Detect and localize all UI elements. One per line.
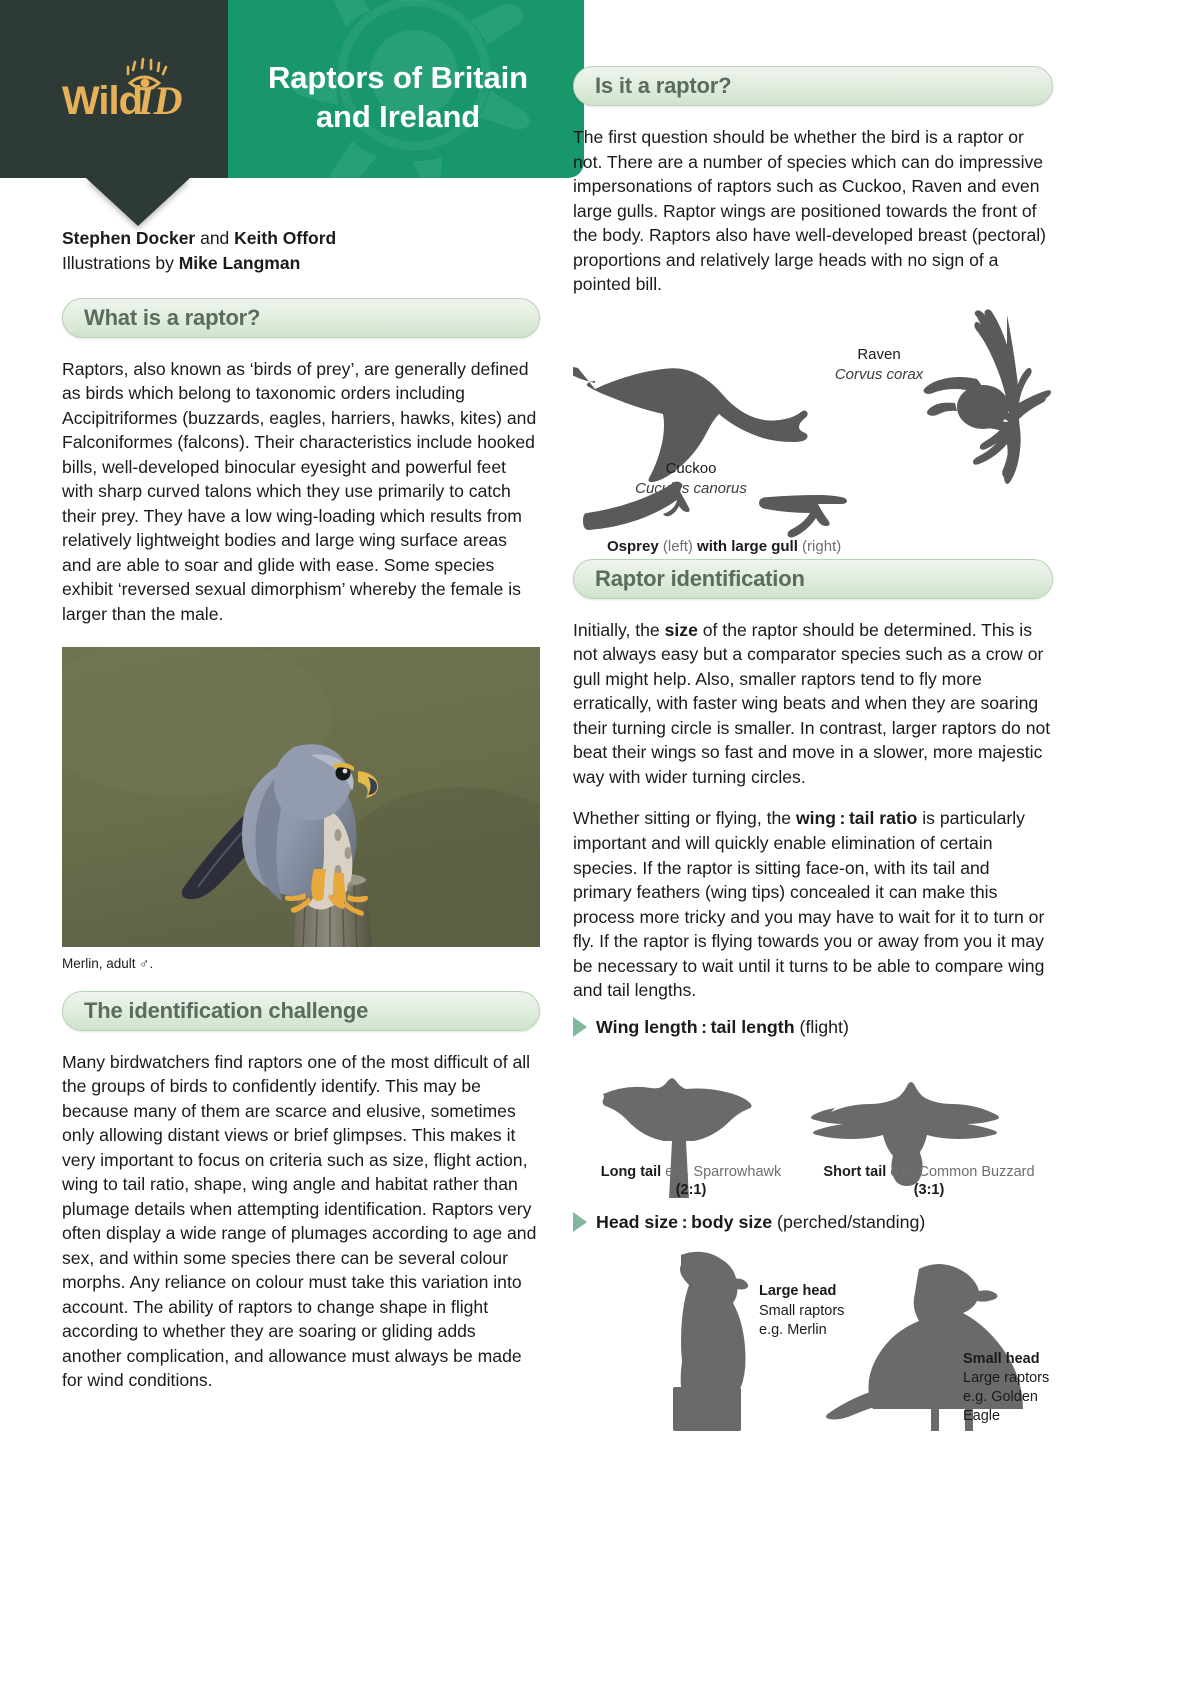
section-heading-identification-challenge: [62, 991, 540, 1031]
paragraph-is-it-a-raptor: The first question should be whether the bird is a raptor or not. There are a number of species which can do impressive impersonations of raptors such as Cuckoo, Raven and even large gulls. Raptor wings are positioned towards the front of the body. Raptors also have well-developed breast (pectoral) proportions and relatively large heads with no sign of a pointed bill.: [573, 127, 1047, 295]
figure-head-body-sizes: [573, 1239, 1053, 1431]
subsection-wing-tail-length: [573, 1017, 1053, 1038]
paragraph-wing-tail-ratio: [573, 806, 1053, 1002]
byline-illustrator: [62, 251, 540, 276]
svg-text:e.g. Golden: e.g. Golden: [963, 1388, 1038, 1405]
svg-text:Short tail e.g. Common Buzzard: Short tail e.g. Common Buzzard: [823, 1163, 1035, 1180]
head-body-silhouettes: [573, 1239, 1053, 1431]
subsection-title-1: [596, 1017, 849, 1038]
illustrator-name: Mike Langman: [178, 252, 301, 273]
subsection-title-2: [596, 1212, 925, 1233]
svg-text:Eagle: Eagle: [963, 1407, 1001, 1424]
svg-text:(2:1): (2:1): [675, 1181, 707, 1198]
subsection-head-body-size: [573, 1212, 1053, 1233]
page-title: [228, 58, 568, 137]
section-heading-raptor-identification: [573, 559, 1053, 599]
svg-text:Large raptors: Large raptors: [963, 1369, 1050, 1386]
svg-text:(3:1): (3:1): [913, 1181, 945, 1198]
section-heading-label-4: Raptor identification: [595, 565, 805, 591]
wildid-logo: [50, 56, 206, 126]
triangle-right-icon: [573, 1017, 587, 1037]
ratio-text-b: is particularly important and will quickly enable elimination of certain species. If the raptor is sitting face-on, with its tail and primary feathers (wing tips) concealed it can make this process more tricky and you may have to wait for it to turn or fly. If the raptor is flying towards you or away from you it may be necessary to wait until it turns to be able to compare wing and tail lengths.: [573, 808, 1045, 1001]
right-column: [573, 66, 1053, 1431]
author-primary: Stephen Docker: [62, 228, 196, 248]
section-heading-label-3: Is it a raptor?: [595, 73, 732, 98]
section-heading-label-2: The identification challenge: [84, 997, 369, 1023]
subsection-title-2-rest: (perched/standing): [772, 1211, 926, 1232]
section-heading-is-it-a-raptor: [573, 66, 1053, 106]
ratio-keyword: wing : tail ratio: [795, 808, 918, 829]
page-header: [0, 0, 584, 178]
impersonator-silhouettes: [573, 301, 1053, 559]
subsection-title-1-rest: (flight): [794, 1016, 849, 1037]
subsection-title-1-bold: Wing length : tail length: [596, 1016, 795, 1037]
paragraph-what-is-a-raptor: Raptors, also known as ‘birds of prey’, are generally defined as birds which belong to taxonomic orders including Accipitriformes (buzzards, eagles, harriers, hawks, kites) and Falconiformes (falcons). Their characteristics include hooked bills, well-developed binocular eyesight and powerful feet with sharp curved talons which they use primarily to catch their prey. They have a low wing-loading which results from relatively lightweight bodies and large wing surface areas and are able to soar and glide with ease. Some species exhibit ‘reversed sexual dimorphism’ whereby the female is larger than the male.: [62, 358, 537, 624]
figure-raptor-impersonators: [573, 301, 1053, 559]
svg-text:ID: ID: [138, 78, 183, 123]
author-join: and: [195, 228, 235, 248]
paragraph-raptor-size: [573, 618, 1053, 790]
svg-text:Corvus corax: Corvus corax: [834, 365, 924, 383]
page-title-line2: and Ireland: [315, 99, 481, 135]
svg-text:Large head: Large head: [759, 1282, 837, 1299]
wing-tail-silhouettes: [573, 1038, 1053, 1198]
svg-text:Small head: Small head: [963, 1350, 1040, 1367]
merlin-photo-caption: Merlin, adult ♂.: [62, 955, 154, 971]
size-keyword: size: [664, 619, 698, 640]
svg-text:Long tail e.g. Sparrowhawk: Long tail e.g. Sparrowhawk: [600, 1163, 782, 1180]
svg-text:Osprey (left) with large gull: Osprey (left) with large gull (right): [607, 537, 842, 555]
page-title-line1: Raptors of Britain: [268, 60, 528, 95]
svg-text:Cuckoo: Cuckoo: [665, 459, 717, 477]
merlin-photo: [62, 647, 540, 947]
triangle-right-icon-2: [573, 1212, 587, 1232]
illustrations-label: Illustrations by: [62, 252, 179, 273]
svg-text:e.g. Merlin: e.g. Merlin: [759, 1321, 827, 1338]
ratio-text-a: Whether sitting or flying, the: [573, 808, 796, 829]
section-heading-label: What is a raptor?: [84, 304, 261, 330]
paragraph-identification-challenge: Many birdwatchers find raptors one of the most difficult of all the groups of birds to confidently identify. This may be because many of them are scarce and elusive, sometimes only allowing distant views or brief glimpses. This makes it very important to focus on criteria such as size, flight action, wing to tail ratio, shape, wing angle and habitat rather than plumage details when attempting identification. Raptors very often display a wide range of plumages according to age and sex, and within some species there can be several colour morphs. Any reliance on colour must take this variation into account. The ability of raptors to change shape in flight according to whether they are soaring or gliding adds another complication, and allowance must always be made for wind conditions.: [62, 1051, 537, 1391]
merlin-photo-illustration: [62, 647, 540, 947]
header-pointer: [86, 178, 190, 226]
figure-wing-tail-ratios: [573, 1038, 1053, 1198]
svg-text:Wild: Wild: [62, 79, 143, 123]
svg-text:Cuculus canorus: Cuculus canorus: [635, 479, 747, 497]
section-heading-what-is-a-raptor: [62, 298, 540, 338]
left-column: [62, 226, 540, 1393]
byline-authors: [62, 226, 540, 251]
subsection-title-2-bold: Head size : body size: [596, 1211, 773, 1232]
author-secondary: Keith Offord: [234, 228, 337, 248]
svg-text:Small raptors: Small raptors: [759, 1302, 845, 1319]
size-text-a: Initially, the: [573, 619, 665, 640]
byline: [62, 226, 540, 276]
svg-text:Raven: Raven: [857, 345, 901, 363]
size-text-b: of the raptor should be determined. This is not always easy but a comparator species such as a crow or gull might help. Also, smaller raptors tend to fly more erratically, with faster wing beats and when they are soaring their turning circle is smaller. In contrast, larger raptors do not beat their wings so fast and move in a slower, more majestic way with wider turning circles.: [573, 619, 1051, 787]
